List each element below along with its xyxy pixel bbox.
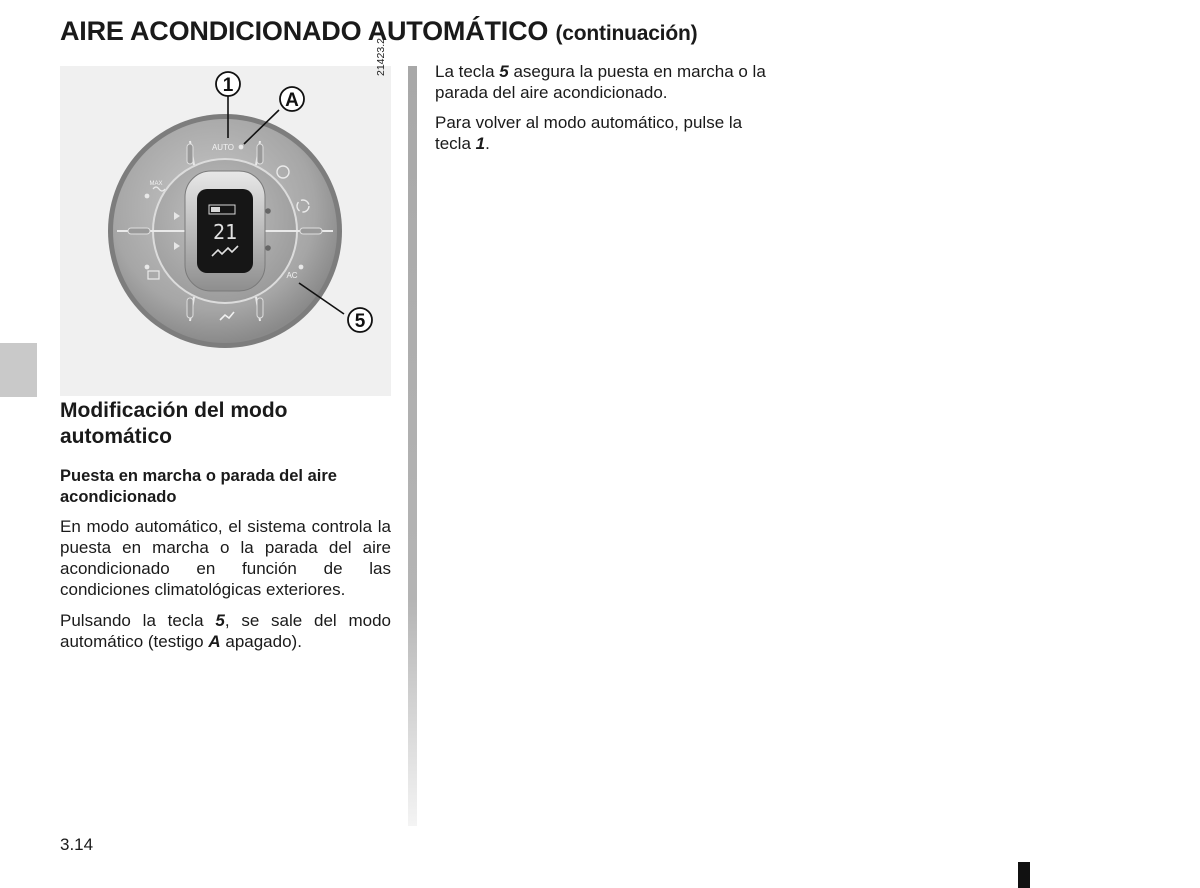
callout-a-label: A <box>285 90 299 111</box>
key-ref-5: 5 <box>215 611 225 630</box>
callout-a <box>280 87 304 111</box>
key-ref-1: 1 <box>475 134 486 153</box>
callout-1 <box>216 72 240 96</box>
indicator-ref-a: A <box>208 632 221 651</box>
left-paragraph-2: Pulsando la tecla 5, se sale del modo automático (testigo A apagado). <box>60 611 392 651</box>
right-paragraph-1: La tecla 5 asegura la puesta en marcha o la parada del aire acondicionado. <box>435 62 766 102</box>
section-title: Modificación del modo automático <box>60 399 288 448</box>
figure-code: 21423.2 <box>375 38 387 76</box>
subsection-title: Puesta en marcha o parada del aire acondicionado <box>60 467 337 506</box>
auto-led-a <box>239 145 244 150</box>
key-ref-5: 5 <box>499 62 509 81</box>
page-number: 3.14 <box>60 835 94 854</box>
climate-control-illustration <box>60 66 391 396</box>
callout-5-label: 5 <box>354 311 366 332</box>
right-column <box>435 61 767 154</box>
auto-button-label: AUTO <box>211 143 235 152</box>
callout-5 <box>348 308 372 332</box>
climate-control-figure <box>60 38 391 396</box>
column-divider <box>408 66 417 826</box>
display-temperature: 21 <box>212 220 238 244</box>
left-column <box>60 398 391 652</box>
callout-1-label: 1 <box>222 75 234 96</box>
page-edge-marker <box>1018 862 1030 888</box>
ac-button-label: AC <box>286 271 298 280</box>
chapter-tab <box>0 343 37 397</box>
page-title-main: AIRE ACONDICIONADO AUTOMÁTICO <box>60 16 549 46</box>
right-paragraph-2: Para volver al modo automático, pulse la tecla 1. <box>435 113 743 153</box>
page-title-continuation: (continuación) <box>555 22 698 45</box>
left-paragraph-1: En modo automático, el sistema controla la puesta en marcha o la parada del aire acondicionado en función de las condiciones climatológicas exteriores. <box>60 517 391 599</box>
max-defrost-label: MAX <box>149 181 163 187</box>
